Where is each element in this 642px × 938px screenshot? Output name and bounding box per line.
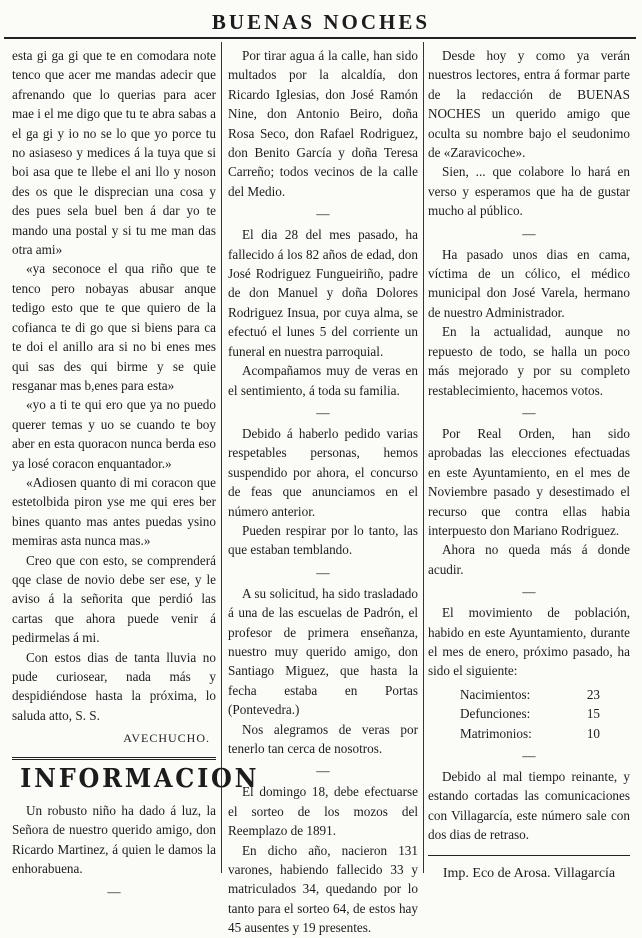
column-1: [12, 46, 260, 903]
article-paragraph: Ahora no queda más á donde acudir.: [428, 542, 630, 577]
article-paragraph: Por Real Orden, han sido aprobadas las elecciones efectuadas en este Ayuntamiento, en el mes de Noviembre pasado y desestimado el recurso que contra ellas habia interpuesto don Mariano Rodriguez.: [428, 425, 630, 538]
separator: —: [316, 404, 330, 420]
masthead: BUENAS NOCHES: [211, 10, 431, 34]
article-paragraph: En la actualidad, aunque no repuesto de todo, se halla un poco más mejorado y por su completo restablecimiento, hacemos votos.: [428, 324, 630, 398]
separator: —: [316, 763, 330, 779]
separator: —: [316, 206, 330, 222]
column-2: [228, 46, 418, 938]
imprint: Imp. Eco de Arosa. Villagarcía: [428, 855, 630, 883]
info-paragraph: Un robusto niño ha dado á luz, la Señora de nuestro querido amigo, don Ricardo Martinez, á quien le damos la enhorabuena.: [12, 803, 216, 877]
separator: —: [522, 225, 536, 241]
article-paragraph: Debido á haberlo pedido varias respetables personas, hemos suspendido por ahora, el concurso de feas que anunciamos en el número anterior.: [228, 425, 418, 519]
stat-row: [460, 685, 600, 704]
letter-paragraph: «yo a ti te qui ero que ya no puedo querer temas y uo se cuando te boy aber en esta quoracon nunca berda eso ya losé coracon enquantador.»: [12, 397, 216, 471]
separator: —: [522, 404, 536, 420]
stat-row: [460, 704, 600, 723]
stat-label: Nacimientos:: [460, 686, 531, 702]
article-paragraph: A su solicitud, ha sido trasladado á una de las escuelas de Padrón, el profesor de primera enseñanza, nuestro muy querido amigo, don Santiago Miguez, que hasta la fecha estaba en Portas (Pontevedra.): [228, 585, 418, 718]
article-paragraph: En dicho año, nacieron 131 varones, habiendo fallecido 33 y matriculados 34, quedando por lo tanto para el sorteo 64, de estos hay 45 ausentes y 19 presentes.: [228, 842, 418, 936]
article-paragraph: Desde hoy y como ya verán nuestros lectores, entra á formar parte de la redacción de BUENAS NOCHES un querido amigo que oculta su nombre bajo el seudonimo de «Zaravicoche».: [428, 48, 630, 161]
letter-paragraph: «Adiosen quanto di mi coracon que estetolbida piron yse me qui eres ber bines quanto mas antes puedas ysino memiras asta nunca mas.»: [12, 474, 216, 549]
stat-label: Matrimonios:: [460, 725, 532, 741]
stat-row: [460, 724, 600, 743]
column-3: [428, 46, 630, 883]
letter-paragraph: esta gi ga gi que te en comodara note tenco que acer me mandas adecir que afrenando que lo querias para acer mae i el me digo que tu te abra sabas a el ga gi y io no se lo que yo porce tu no asiaseso y medices á la tuya que si boi asa que te llebe el ani llo y noson des os que le disprecian una cosa y des pues sela buel ben á dar yo te mando una postal y si tu me man das otra ami»: [12, 48, 216, 258]
article-paragraph: Creo que con esto, se comprenderá qqe clase de novio debe ser ese, y le aviso á la señorita que perdió las cartas que ahora puede venir á pedirmelas á mi.: [12, 552, 216, 646]
stat-value: 10: [586, 725, 600, 741]
signature: AVECHUCHO.: [123, 731, 210, 746]
column-divider: [221, 42, 222, 873]
separator: —: [522, 748, 536, 763]
population-stats: [428, 685, 630, 743]
article-paragraph: El movimiento de población, habido en este Ayuntamiento, durante el mes de enero, próximo pasado, ha sido el siguiente:: [428, 605, 630, 679]
stat-value: 23: [586, 686, 600, 702]
stat-label: Defunciones:: [460, 706, 531, 722]
article-paragraph: Acompañamos muy de veras en el sentimiento, á toda su familia.: [228, 363, 418, 398]
article-paragraph: Con estos dias de tanta lluvia no pude curiosear, nada más y despidiéndose hasta la próxima, lo saluda atto, S. S.: [12, 649, 216, 723]
column-divider: [423, 42, 424, 873]
article-paragraph: Debido al mal tiempo reinante, y estando cortadas las comunicaciones con Villagarcía, este número sale con dos dias de retraso.: [428, 769, 630, 843]
section-title: INFORMACION: [20, 763, 260, 794]
letter-paragraph: «ya seconoce el qua riño que te tenco pero nobayas abusar anque tedigo esto que te que quiero de la cofianca te di go que si biens para ca te doi el anillo ara si no bi enes mes qui sas des qui birme y se quie resganar mas b,enes para esta»: [12, 261, 216, 393]
separator: —: [107, 883, 121, 899]
separator: —: [316, 564, 330, 580]
article-paragraph: El domingo 18, debe efectuarse el sorteo de los mozos del Reemplazo de 1891.: [228, 784, 418, 839]
masthead-rule: [4, 37, 636, 39]
article-paragraph: El dia 28 del mes pasado, ha fallecido á los 82 años de edad, don José Rodriguez Fungueiriño, padre de don Manuel y doña Dolores Rodriguez Insua, por cuya alma, se efectuó el lunes 5 del corriente un funeral en nuestra parroquial.: [228, 227, 418, 359]
article-paragraph: Sien, ... que colabore lo hará en verso y esperamos que ha de gustar mucho al público.: [428, 164, 630, 219]
stat-value: 15: [586, 706, 600, 722]
section-rule: [12, 757, 216, 760]
separator: —: [522, 584, 536, 600]
article-paragraph: Pueden respirar por lo tanto, las que estaban temblando.: [228, 522, 418, 558]
article-paragraph: Ha pasado unos dias en cama, víctima de un cólico, el médico municipal don José Varela, hermano de nuestro Administrador.: [428, 246, 630, 320]
article-paragraph: Por tirar agua á la calle, han sido multados por la alcaldía, don Ricardo Iglesias, don José Ramón Nine, don Antonio Beiro, doña Rosa Seco, don Rafael Rodriguez, don Benito García y doña Teresa Carreño; todos vecinos de la calle del Medio.: [228, 48, 418, 199]
article-paragraph: Nos alegramos de veras por tenerlo tan cerca de nosotros.: [228, 721, 418, 756]
